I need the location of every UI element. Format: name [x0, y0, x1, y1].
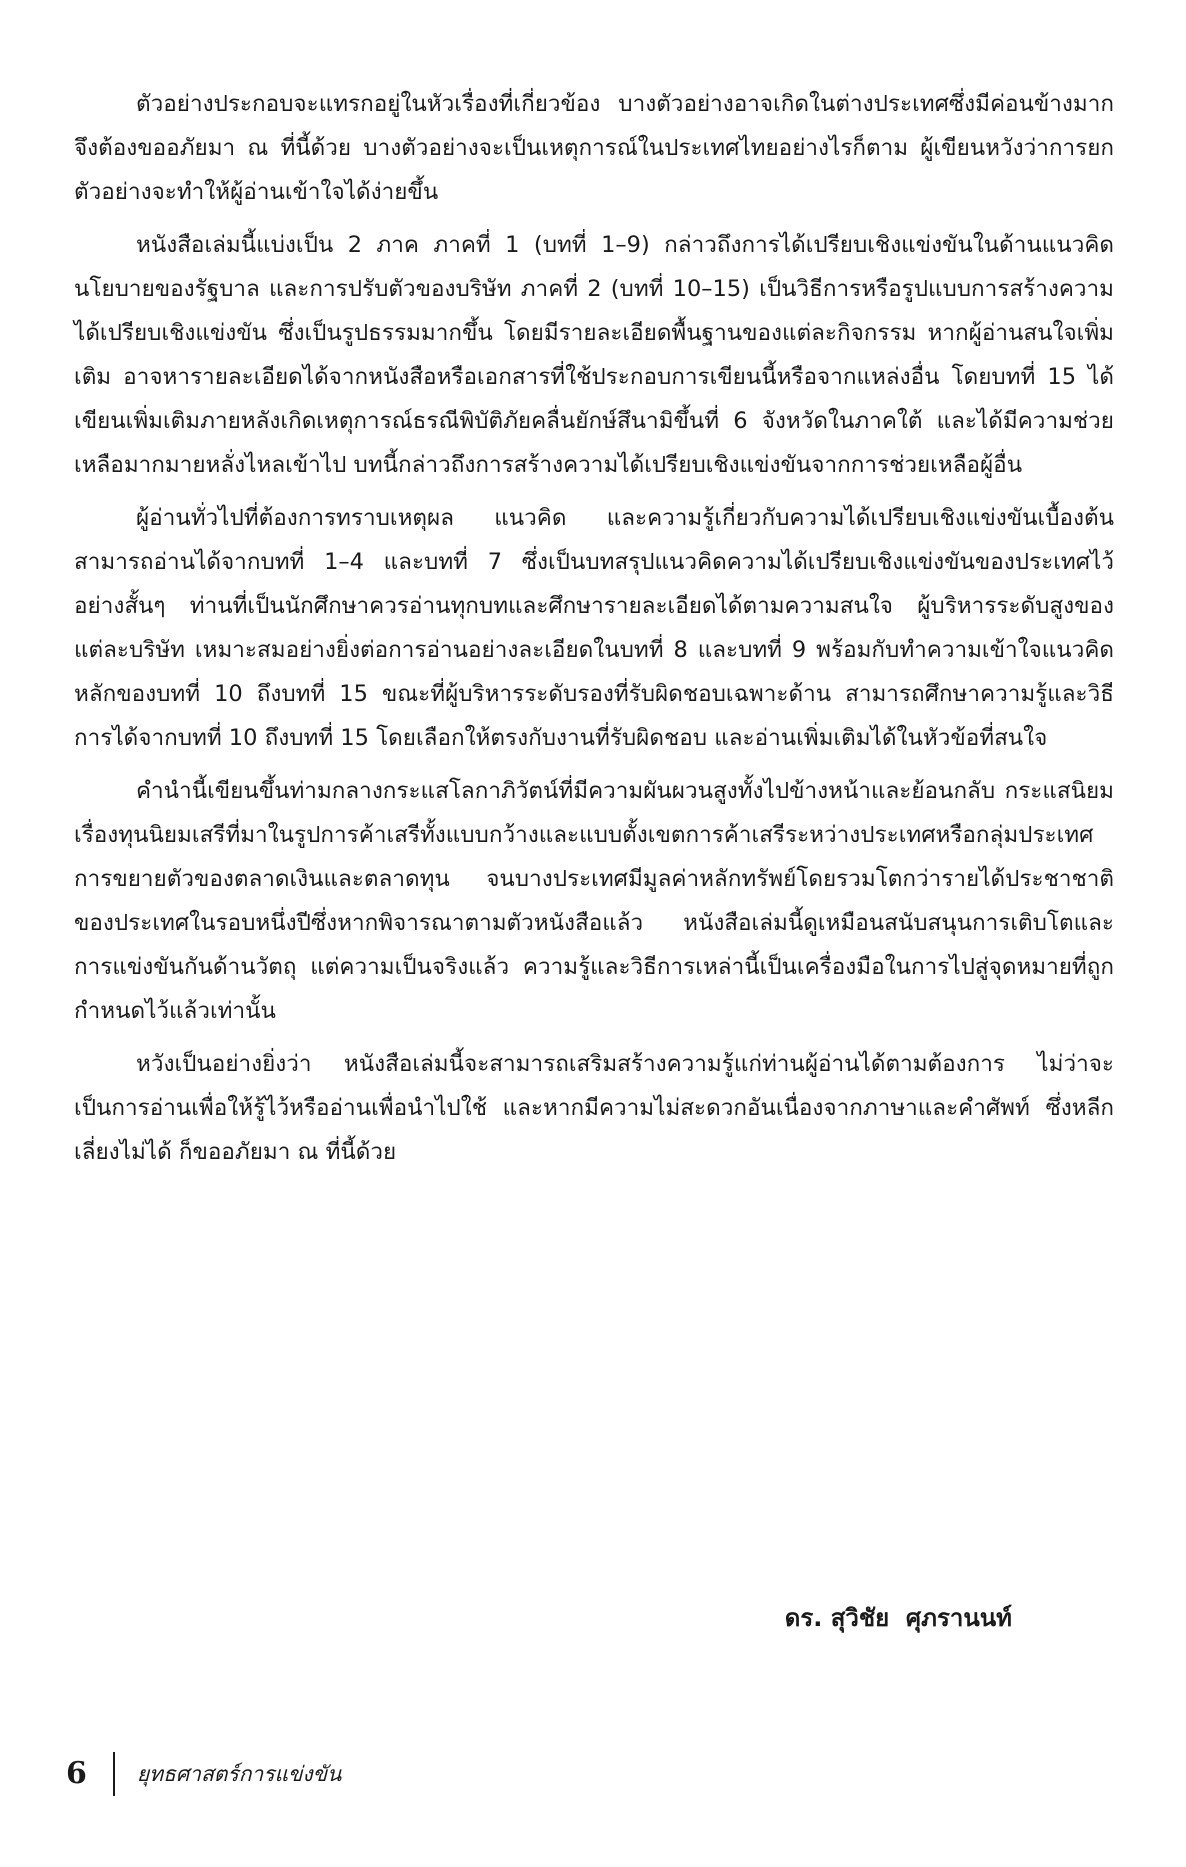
paragraph-reading-guide: ผู้อ่านทั่วไปที่ต้องการทราบเหตุผล แนวคิด และความรู้เกี่ยวกับความได้เปรียบเชิงแข่งขันเบื้องต้น สามารถอ่านได้จากบทที่ 1–4 และบทที่ 7 ซึ่งเป็นบทสรุปแนวคิดความได้เปรียบเชิงแข่งขันของประเทศไว้อย่างสั้นๆ ท่านที่เป็นนักศึกษาควรอ่านทุกบทและศึกษารายละเอียดได้ตามความสนใจ ผู้บริหารระดับสูงของแต่ละบริษัท เหมาะสมอย่างยิ่งต่อการอ่านอย่างละเอียดในบทที่ 8 และบทที่ 9 พร้อมกับทำความเข้าใจแนวคิดหลักของบทที่ 10 ถึงบทที่ 15 ขณะที่ผู้บริหารระดับรองที่รับผิดชอบเฉพาะด้าน สามารถศึกษาความรู้และวิธีการได้จากบทที่ 10 ถึงบทที่ 15 โดยเลือกให้ตรงกับงานที่รับผิดชอบ และอ่านเพิ่มเติมได้ในหัวข้อที่สนใจ	[74, 505, 1114, 751]
author-signature: ดร. สุวิชัย ศุภรานนท์	[784, 1604, 1012, 1632]
footer-divider	[113, 1752, 115, 1796]
paragraph-book-structure: หนังสือเล่มนี้แบ่งเป็น 2 ภาค ภาคที่ 1 (บทที่ 1–9) กล่าวถึงการได้เปรียบเชิงแข่งขันในด้านแนวคิด นโยบายของรัฐบาล และการปรับตัวของบริษัท ภาคที่ 2 (บทที่ 10–15) เป็นวิธีการหรือรูปแบบการสร้างความได้เปรียบเชิงแข่งขัน ซึ่งเป็นรูปธรรมมากขึ้น โดยมีรายละเอียดพื้นฐานของแต่ละกิจกรรม หากผู้อ่านสนใจเพิ่มเติม อาจหารายละเอียดได้จากหนังสือหรือเอกสารที่ใช้ประกอบการเขียนนี้หรือจากแหล่งอื่น โดยบทที่ 15 ได้เขียนเพิ่มเติมภายหลังเกิดเหตุการณ์ธรณีพิบัติภัยคลื่นยักษ์สึนามิขึ้นที่ 6 จังหวัดในภาคใต้ และได้มีความช่วยเหลือมากมายหลั่งไหลเข้าไป บทนี้กล่าวถึงการสร้างความได้เปรียบเชิงแข่งขันจากการช่วยเหลือผู้อื่น	[74, 232, 1114, 478]
paragraph-closing: หวังเป็นอย่างยิ่งว่า หนังสือเล่มนี้จะสามารถเสริมสร้างความรู้แก่ท่านผู้อ่านได้ตามต้องการ ไม่ว่าจะเป็นการอ่านเพื่อให้รู้ไว้หรืออ่านเพื่อนำไปใช้ และหากมีความไม่สะดวกอันเนื่องจากภาษาและคำศัพท์ ซึ่งหลีกเลี่ยงไม่ได้ ก็ขออภัยมา ณ ที่นี้ด้วย	[74, 1051, 1114, 1165]
paragraph-globalization: คำนำนี้เขียนขึ้นท่ามกลางกระแสโลกาภิวัตน์ที่มีความผันผวนสูงทั้งไปข้างหน้าและย้อนกลับ กระแสนิยมเรื่องทุนนิยมเสรีที่มาในรูปการค้าเสรีทั้งแบบกว้างและแบบตั้งเขตการค้าเสรีระหว่างประเทศหรือกลุ่มประเทศ การขยายตัวของตลาดเงินและตลาดทุน จนบางประเทศมีมูลค่าหลักทรัพย์โดยรวมโตกว่ารายได้ประชาชาติของประเทศในรอบหนึ่งปีซึ่งหากพิจารณาตามตัวหนังสือแล้ว หนังสือเล่มนี้ดูเหมือนสนับสนุนการเติบโตและการแข่งขันกันด้านวัตถุ แต่ความเป็นจริงแล้ว ความรู้และวิธีการเหล่านี้เป็นเครื่องมือในการไปสู่จุดหมายที่ถูกกำหนดไว้แล้วเท่านั้น	[74, 778, 1114, 1024]
foreword-body	[74, 82, 1114, 1183]
running-title: ยุทธศาสตร์การแข่งขัน	[136, 1762, 342, 1786]
page-number: 6	[66, 1756, 87, 1791]
page-footer	[66, 1752, 341, 1796]
paragraph-examples: ตัวอย่างประกอบจะแทรกอยู่ในหัวเรื่องที่เกี่ยวข้อง บางตัวอย่างอาจเกิดในต่างประเทศซึ่งมีค่อนข้างมาก จึงต้องขออภัยมา ณ ที่นี้ด้วย บางตัวอย่างจะเป็นเหตุการณ์ในประเทศไทยอย่างไรก็ตาม ผู้เขียนหวังว่าการยกตัวอย่างจะทำให้ผู้อ่านเข้าใจได้ง่ายขึ้น	[74, 91, 1114, 205]
